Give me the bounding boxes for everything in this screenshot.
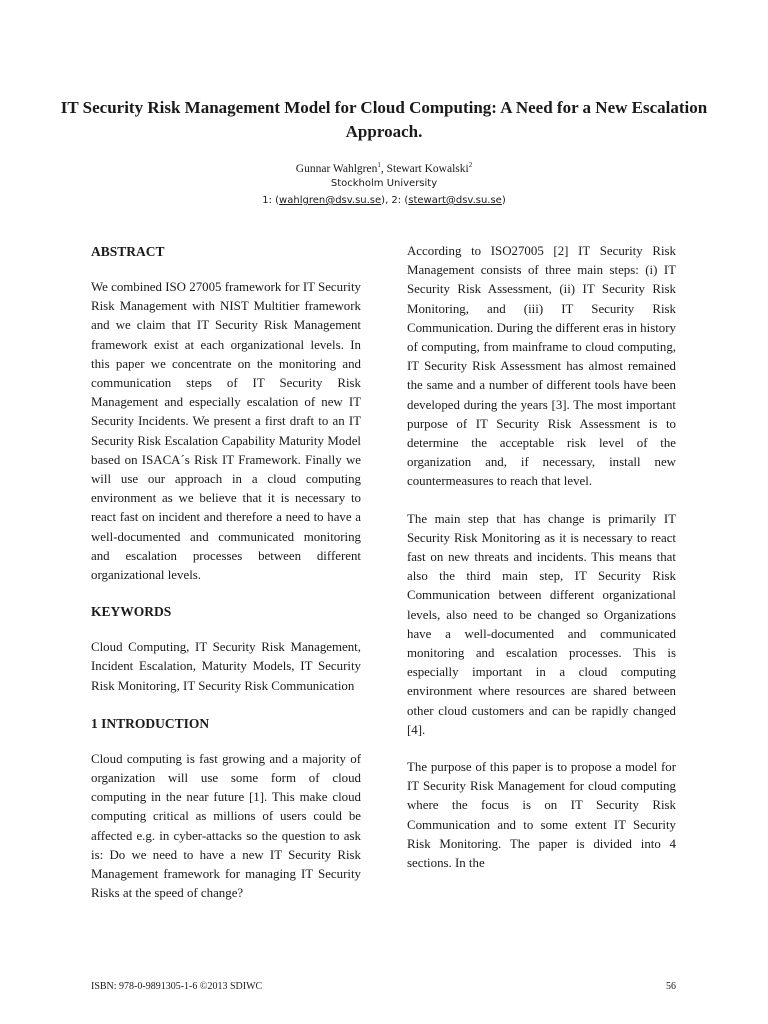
author-affiliation-mark: 2 [468,161,473,169]
author-name: Gunnar Wahlgren [295,162,378,175]
page-number: 56 [666,981,676,992]
email-separator: ), 2: ( [381,195,409,206]
author-separator: , [380,162,387,175]
email-line [0,194,768,207]
author-affiliation-mark: 1 [377,161,381,169]
right-column [407,242,676,891]
author-line [0,158,768,176]
affiliation: Stockholm University [330,178,438,189]
abstract-heading: ABSTRACT [91,244,165,259]
email-prefix: 1: ( [262,195,280,206]
email-link-author1[interactable]: wahlgren@dsv.su.se [279,195,382,206]
body-paragraph: The purpose of this paper is to propose a model for IT Security Risk Management for cloud computing where the focus is on IT Security Risk Communication and to some extent IT Security Risk Monitoring. The paper is divided into 4 sections. In the [407,760,676,871]
keywords-heading: KEYWORDS [91,604,172,620]
email-suffix: ) [501,195,506,206]
body-paragraph: The main step that has change is primarily IT Security Risk Monitoring as it is necessary to react fast on new threats and incidents. This means that also the third main step, IT Security Risk Communication between different organizational levels, also need to be changed so Organizations have a well-documented and communicated monitoring and escalation processes. This is especially important in a cloud computing environment where resources are shared between other cloud customers and can be rapidly changed [4]. [407,511,676,737]
introduction-heading: 1 INTRODUCTION [91,715,210,731]
keywords-text: Cloud Computing, IT Security Risk Management, Incident Escalation, Maturity Models, IT Security Risk Monitoring, IT Security Risk Communication [91,640,361,693]
paper-title: IT Security Risk Management Model for Cloud Computing: A Need for a New Escalation Approach. [60,98,708,141]
author-name: Stewart Kowalski [386,162,469,175]
introduction-text: Cloud computing is fast growing and a majority of organization will use some form of cloud computing in the near future [1]. This make cloud computing critical as millions of users could be affected e.g. in cyber-attacks so the question to ask is: Do we need to have a new IT Security Risk Management framework for managing IT Security Risks at the speed of change? [91,751,361,901]
footer-isbn: ISBN: 978-0-9891305-1-6 ©2013 SDIWC [91,981,263,992]
body-paragraph: According to ISO27005 [2] IT Security Risk Management consists of three main steps: (i) IT Security Risk Assessment, (ii) IT Security Risk Monitoring, and (iii) IT Security Risk Communication. During the different eras in history of computing, from mainframe to cloud computing, IT Security Risk Assessment has almost remained the same and a number of different tools have been developed during the years [3]. The most important purpose of IT Security Risk Assessment is to determine the acceptable risk level of the organization and, if necessary, install new countermeasures to reach that level. [407,244,676,489]
left-column [91,242,361,921]
email-link-author2[interactable]: stewart@dsv.su.se [408,195,502,206]
abstract-text: We combined ISO 27005 framework for IT Security Risk Management with NIST Multitier framework and we claim that IT Security Risk Management framework exist at each organizational levels. In this paper we concentrate on the monitoring and communication steps of IT Security Risk Management and especially escalation of new IT Security Incidents. We present a first draft to an IT Security Risk Escalation Capability Maturity Model based on ISACA´s Risk IT Framework. Finally we will use our approach in a cloud computing environment as we believe that it is necessary to react fast on incident and therefore a need to have a well-documented and communicated monitoring and escalation processes between different organizational levels. [91,280,361,583]
